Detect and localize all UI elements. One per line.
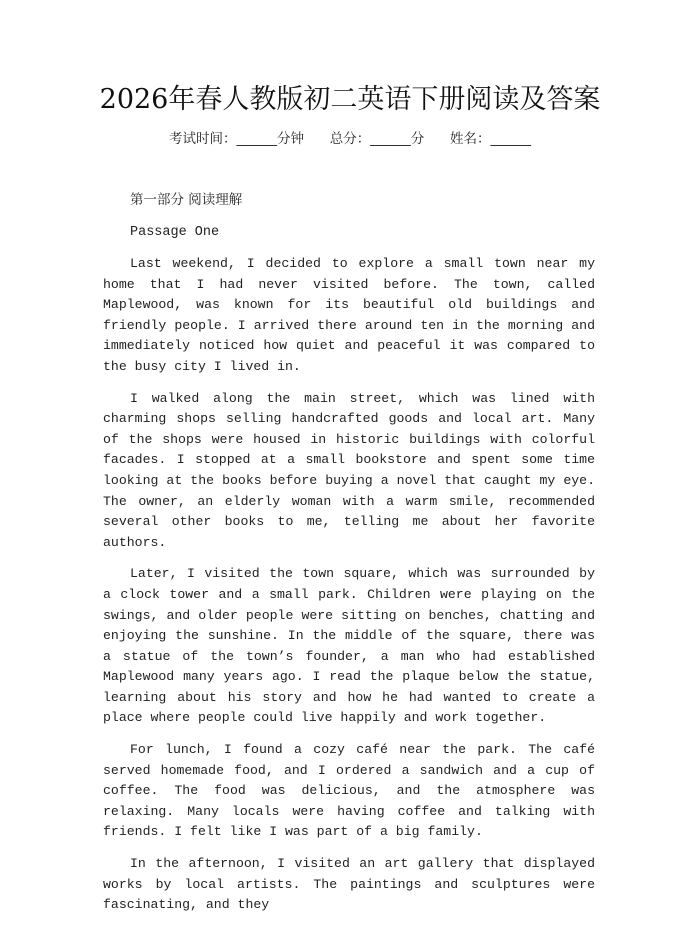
passage-title: Passage One	[130, 225, 220, 240]
paragraph-4: For lunch, I found a cozy café near the park. The café served homemade food, and I ordered a sandwich and a cup of coffee. The food was delicious, and the atmosphere was relaxing. Many locals were having coffee and talking with friends. I felt like I was part of a big family.	[103, 742, 595, 840]
paragraph-1: Last weekend, I decided to explore a small town near my home that I had never visited before. The town, called Maplewood, was known for its beautiful old buildings and friendly people. I arrived there around ten in the morning and immediately noticed how quiet and peaceful it was compared to the busy city I lived in.	[103, 256, 595, 374]
passage-body	[103, 254, 595, 927]
section-heading: 第一部分 阅读理解	[130, 192, 243, 208]
paragraph-5: In the afternoon, I visited an art gallery that displayed works by local artists. The paintings and sculptures were fascinating, and they	[103, 856, 595, 913]
exam-info-line: 考试时间：______分钟 总分：______分 姓名：______	[169, 131, 531, 147]
document-title: 2026年春人教版初二英语下册阅读及答案	[99, 84, 601, 115]
paragraph-2: I walked along the main street, which was lined with charming shops selling handcrafted goods and local art. Many of the shops were housed in historic buildings with colorful facades. I stopped at a small bookstore and spent some time looking at the books before buying a novel that caught my eye. The owner, an elderly woman with a warm smile, recommended several other books to me, telling me about her favorite authors.	[103, 390, 595, 550]
paragraph-3: Later, I visited the town square, which was surrounded by a clock tower and a small park. Children were playing on the swings, and older people were sitting on benches, chatting and enjoying the sunshine. In the middle of the square, there was a statue of the town’s founder, a man who had established Maplewood many years ago. I read the plaque below the statue, learning about his story and how he had wanted to create a place where people could live happily and work together.	[103, 566, 595, 726]
